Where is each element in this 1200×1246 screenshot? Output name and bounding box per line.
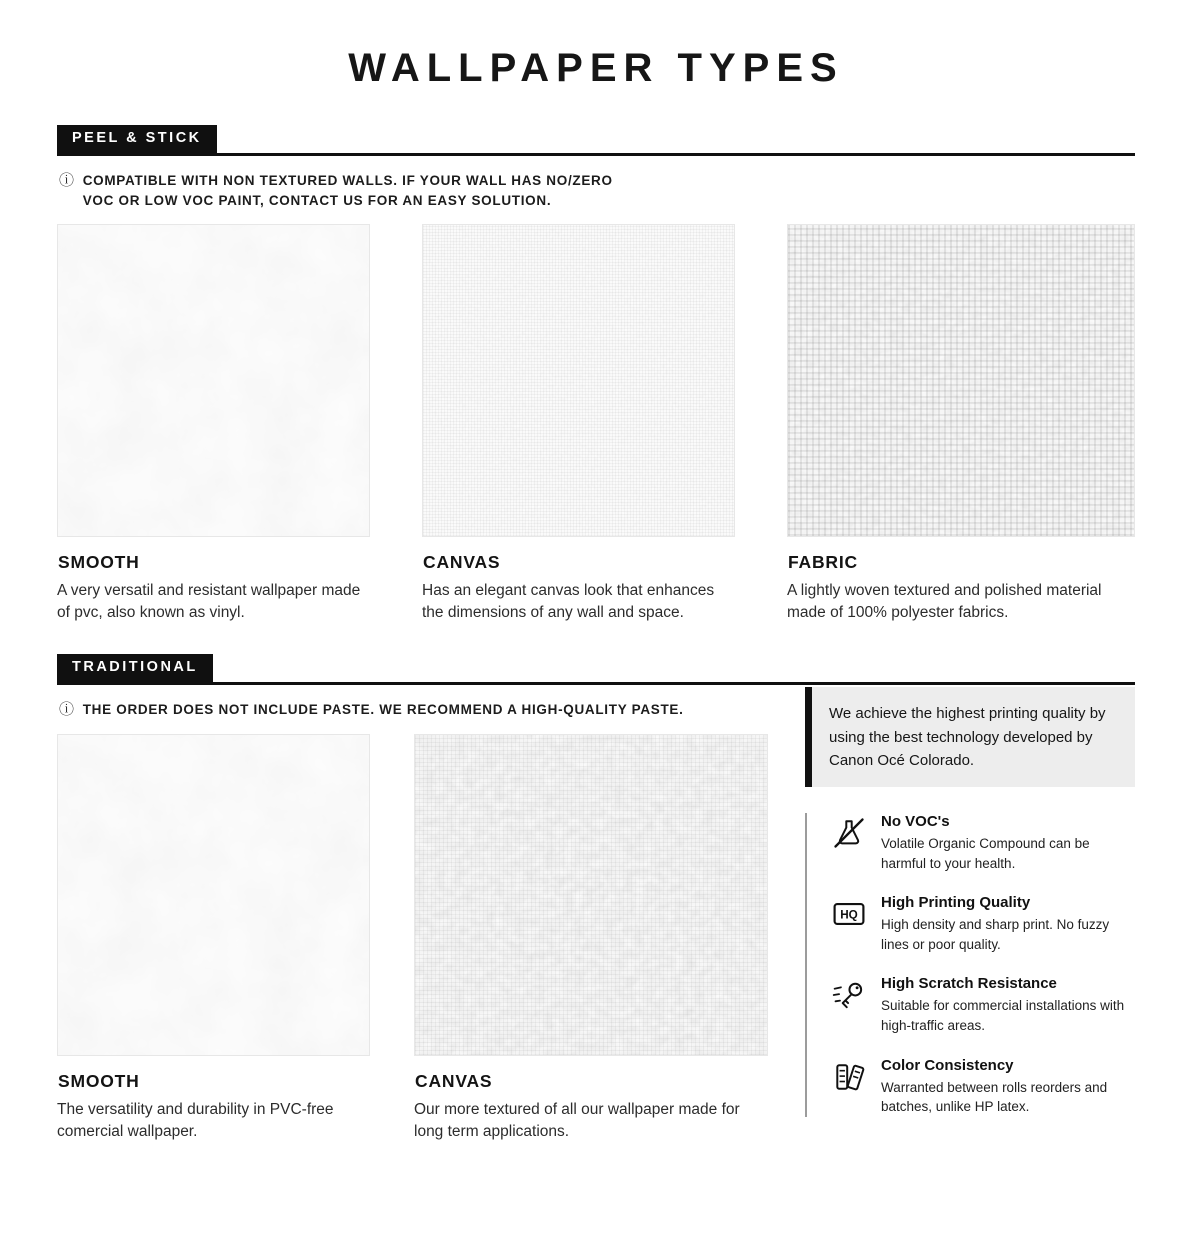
- feature-no-voc: [831, 813, 1135, 873]
- swatch-name: CANVAS: [423, 552, 501, 573]
- swatch-name: CANVAS: [415, 1070, 493, 1091]
- feature-high-printing-quality: [831, 894, 1135, 954]
- peel-and-stick-note: [59, 171, 1135, 212]
- traditional-left-column: [57, 685, 768, 1142]
- canvas-weave-overlay: [423, 225, 734, 536]
- quality-sidebar: [805, 687, 1135, 1142]
- section-traditional: [57, 654, 1135, 1142]
- swatch-column-canvas: [422, 224, 735, 624]
- info-icon: ⓘ: [59, 701, 75, 719]
- no-voc-icon: [831, 815, 867, 851]
- feature-title: No VOC's: [881, 813, 950, 831]
- feature-description: Warranted between rolls reorders and batches, unlike HP latex.: [881, 1079, 1108, 1115]
- feature-description: Suitable for commercial installations with high-traffic areas.: [881, 998, 1125, 1033]
- feature-title: High Scratch Resistance: [881, 975, 1057, 993]
- feature-text: [881, 813, 1135, 873]
- high-printing-quality-icon: [831, 896, 867, 932]
- smooth-swatch-image: [57, 734, 370, 1056]
- note-text: THE ORDER DOES NOT INCLUDE PASTE. WE RECOMMEND A HIGH-QUALITY PASTE.: [82, 702, 684, 718]
- smooth-swatch-image: [57, 224, 370, 537]
- swatch-description: Has an elegant canvas look that enhances the dimensions of any wall and space.: [422, 582, 715, 622]
- section-badge-peel-and-stick: PEEL & STICK: [57, 125, 217, 153]
- feature-title: High Printing Quality: [881, 894, 1031, 912]
- info-icon: ⓘ: [59, 171, 75, 189]
- smooth-texture: [58, 735, 369, 1055]
- feature-scratch-resistance: [831, 975, 1135, 1035]
- feature-text: [881, 894, 1135, 954]
- swatch-description: The versatility and durability in PVC-free comercial wallpaper.: [57, 1100, 334, 1140]
- rough-canvas-swatch-image: [414, 734, 768, 1056]
- swatch-column-smooth: [57, 734, 370, 1143]
- peel-and-stick-swatch-row: [57, 224, 1135, 624]
- feature-text: [881, 975, 1135, 1035]
- swatch-name: FABRIC: [788, 552, 858, 573]
- smooth-texture: [58, 225, 369, 536]
- section-badge-traditional: TRADITIONAL: [57, 654, 213, 682]
- rough-canvas-overlay: [415, 735, 767, 1055]
- feature-description: High density and sharp print. No fuzzy lines or poor quality.: [881, 917, 1110, 952]
- scratch-resistance-icon: [831, 977, 867, 1013]
- feature-description: Volatile Organic Compound can be harmful to your health.: [881, 836, 1090, 871]
- section-rule: [57, 654, 1135, 685]
- section-peel-and-stick: [57, 125, 1135, 624]
- feature-color-consistency: [831, 1057, 1135, 1117]
- fabric-weave-overlay: [788, 225, 1134, 536]
- swatch-name: SMOOTH: [58, 1070, 140, 1091]
- swatch-description: A very versatil and resistant wallpaper made of pvc, also known as vinyl.: [57, 582, 361, 622]
- features-list: [805, 813, 1135, 1117]
- page-title: WALLPAPER TYPES: [348, 46, 844, 90]
- feature-title: Color Consistency: [881, 1056, 1014, 1074]
- wallpaper-types-infographic: [0, 46, 1200, 1143]
- swatch-description: Our more textured of all our wallpaper made for long term applications.: [414, 1100, 740, 1140]
- note-text: COMPATIBLE WITH NON TEXTURED WALLS. IF YOUR WALL HAS NO/ZERO VOC OR LOW VOC PAINT, CONTACT US FOR AN EASY SOLUTION.: [82, 172, 613, 209]
- swatch-name: SMOOTH: [58, 552, 140, 573]
- swatch-column-canvas: [414, 734, 768, 1143]
- swatch-column-smooth: [57, 224, 370, 624]
- hq-icon-label: HQ: [840, 908, 858, 922]
- color-consistency-icon: [831, 1059, 867, 1095]
- section-rule: [57, 125, 1135, 156]
- swatch-description: A lightly woven textured and polished material made of 100% polyester fabrics.: [787, 582, 1102, 622]
- traditional-body: [57, 685, 1135, 1142]
- swatch-column-fabric: [787, 224, 1135, 624]
- feature-text: [881, 1057, 1135, 1117]
- printing-quality-note: We achieve the highest printing quality by using the best technology developed by Canon Océ Colorado.: [805, 687, 1135, 787]
- traditional-swatch-row: [57, 734, 768, 1143]
- fabric-swatch-image: [787, 224, 1135, 537]
- canvas-swatch-image: [422, 224, 735, 537]
- traditional-note: [59, 700, 768, 720]
